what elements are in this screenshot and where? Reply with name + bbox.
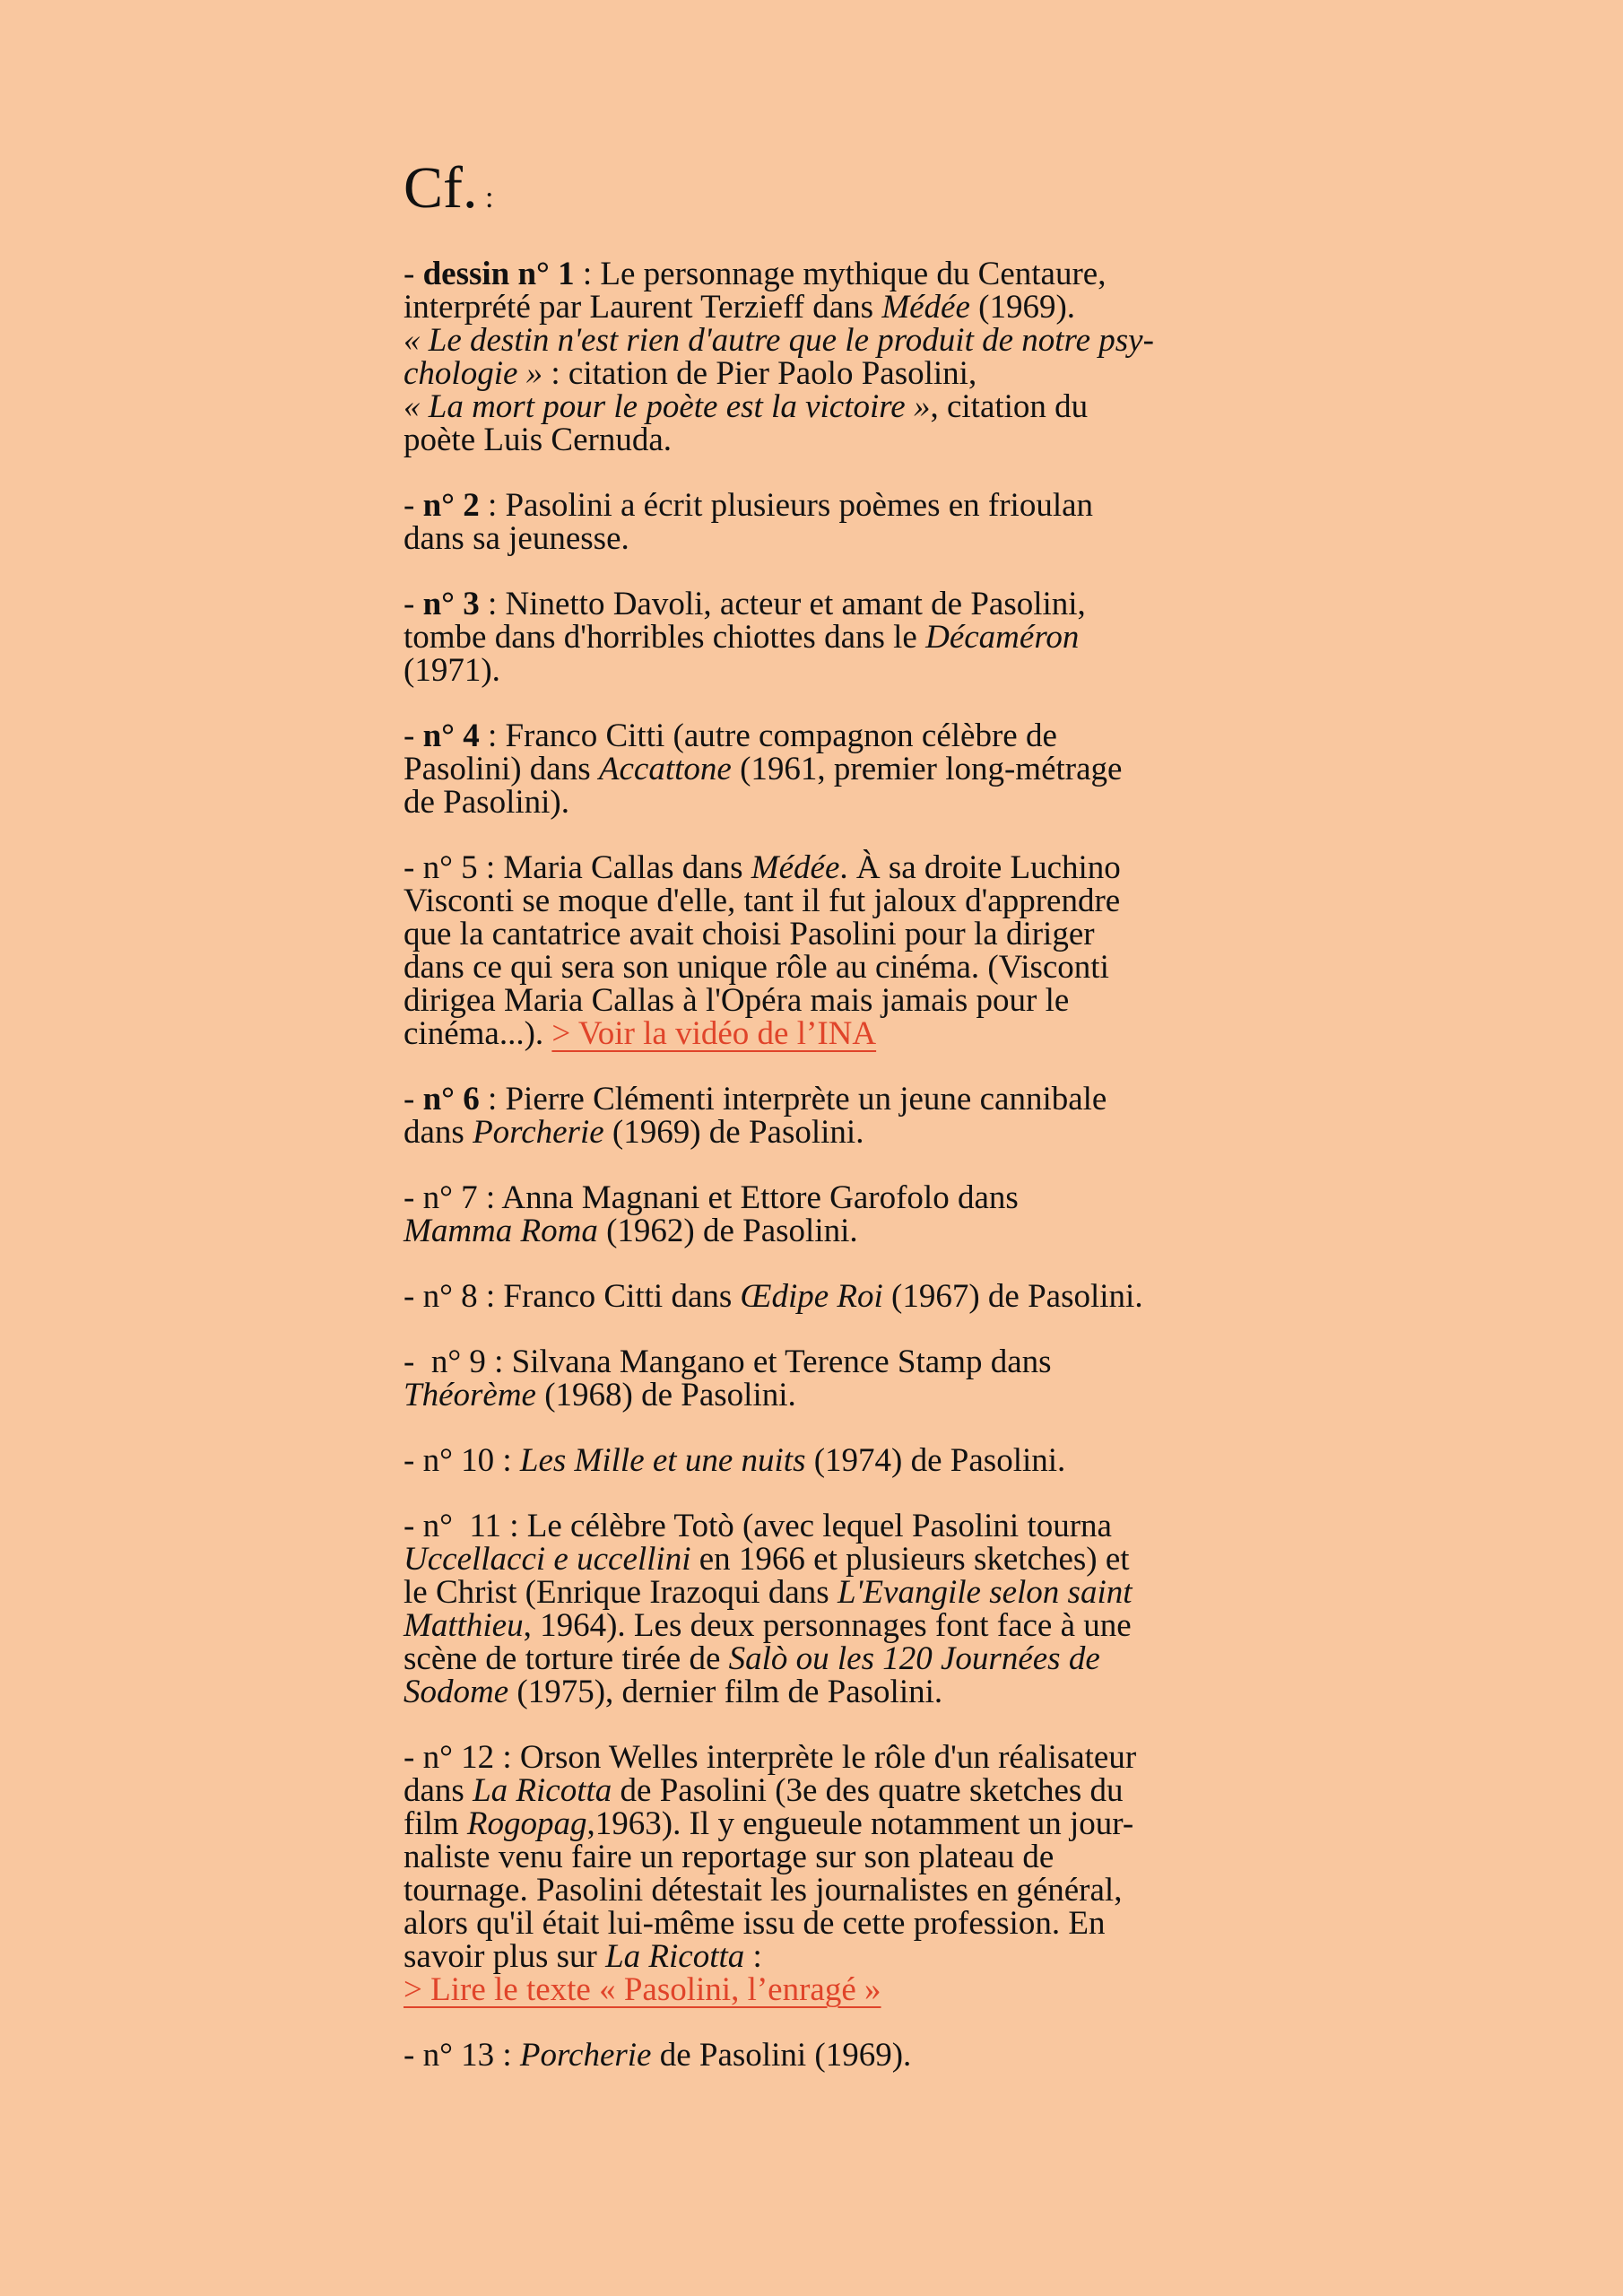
text: - (404, 256, 423, 292)
note-6 (404, 1083, 1300, 1149)
note-line (404, 1214, 1300, 1248)
text: - n° 10 : (404, 1442, 520, 1479)
page-title-colon: : (477, 181, 494, 214)
film-title: Accattone (598, 751, 732, 787)
note-line (404, 257, 1300, 291)
note-4 (404, 719, 1300, 819)
note-line (404, 621, 1300, 654)
note-line (404, 1774, 1300, 1807)
note-line (404, 786, 1300, 819)
text: - n° 7 : Anna Magnani et Ettore Garofolo dans (404, 1179, 1019, 1216)
quotation: « La mort pour le poète est la victoire » (404, 388, 931, 425)
quotation: chologie » (404, 355, 543, 392)
note-line (404, 984, 1300, 1017)
text: dans (404, 1772, 473, 1809)
text: (1969) de Pasolini. (603, 1114, 864, 1151)
film-title: Médée (751, 849, 840, 886)
text: : Pasolini a écrit plusieurs poèmes en frioulan (479, 487, 1094, 524)
text: : Pierre Clémenti interprète un jeune cannibale (479, 1081, 1107, 1118)
film-title: Uccellacci e uccellini (404, 1541, 691, 1578)
note-line (404, 1576, 1300, 1609)
note-line (404, 1609, 1300, 1642)
pasolini-enrage-link[interactable]: > Lire le texte « Pasolini, l’enragé » (404, 1971, 881, 2008)
text: (1968) de Pasolini. (535, 1377, 796, 1413)
film-title: Médée (881, 289, 970, 326)
film-title: Rogopag (466, 1805, 587, 1842)
text: alors qu'il était lui-même issu de cette profession. En (404, 1905, 1106, 1942)
text: - n° 8 : Franco Citti dans (404, 1278, 741, 1315)
note-7 (404, 1181, 1300, 1248)
text: - (404, 1081, 423, 1118)
page-title (404, 154, 1300, 232)
text: - n° 13 : (404, 2037, 520, 2074)
note-line (404, 291, 1300, 324)
quotation: « Le destin n'est rien d'autre que le produit de notre psy- (404, 322, 1154, 359)
text: que la cantatrice avait choisi Pasolini pour la diriger (404, 916, 1095, 952)
text: interprété par Laurent Terzieff dans (404, 289, 882, 326)
film-title: La Ricotta (473, 1772, 612, 1809)
page-title-text: Cf. (404, 155, 478, 221)
text: Pasolini) dans (404, 751, 599, 787)
text: cinéma...). (404, 1015, 552, 1052)
film-title: Les Mille et une nuits (519, 1442, 806, 1479)
text: Visconti se moque d'elle, tant il fut jaloux d'apprendre (404, 883, 1121, 919)
film-title: Sodome (404, 1674, 509, 1710)
note-8 (404, 1280, 1300, 1313)
note-number-label: dessin n° 1 (422, 256, 575, 292)
text: - (404, 718, 423, 754)
text: (1974) de Pasolini. (805, 1442, 1066, 1479)
text: - n° 11 : Le célèbre Totò (avec lequel Pasolini tourna (404, 1508, 1112, 1544)
note-line (404, 654, 1300, 687)
text: de Pasolini (3e des quatre sketches du (612, 1772, 1124, 1809)
note-line (404, 1675, 1300, 1709)
film-title: Décaméron (925, 619, 1080, 656)
film-title: Théorème (404, 1377, 536, 1413)
note-line (404, 522, 1300, 555)
text: , 1964). Les deux personnages font face à une (523, 1607, 1132, 1644)
text: dirigea Maria Callas à l'Opéra mais jamais pour le (404, 982, 1070, 1019)
text: , citation du (930, 388, 1089, 425)
film-title: Porcherie (473, 1114, 604, 1151)
film-title: Salò ou les 120 Journées de (728, 1640, 1100, 1677)
text: : Franco Citti (autre compagnon célèbre de (479, 718, 1057, 754)
text: - n° 9 : Silvana Mangano et Terence Stamp dans (404, 1344, 1052, 1380)
note-line (404, 1907, 1300, 1940)
film-title: Œdipe Roi (740, 1278, 883, 1315)
note-line (404, 918, 1300, 951)
note-line (404, 1973, 1300, 2006)
text: - n° 5 : Maria Callas dans (404, 849, 751, 886)
note-line (404, 489, 1300, 522)
text: scène de torture tirée de (404, 1640, 729, 1677)
note-2 (404, 489, 1300, 555)
note-line (404, 1940, 1300, 1973)
note-dessin-1 (404, 257, 1300, 457)
text: de Pasolini). (404, 784, 569, 821)
note-line (404, 1116, 1300, 1149)
text: poète Luis Cernuda. (404, 422, 672, 458)
note-number-label: n° 6 (422, 1081, 480, 1118)
text: (1961, premier long-métrage (731, 751, 1123, 787)
note-line (404, 1741, 1300, 1774)
note-line (404, 1444, 1300, 1477)
note-line (404, 2039, 1300, 2072)
text: : Ninetto Davoli, acteur et amant de Pasolini, (479, 586, 1086, 622)
text: dans (404, 1114, 473, 1151)
note-line (404, 1874, 1300, 1907)
text: (1962) de Pasolini. (597, 1213, 858, 1249)
text: film (404, 1805, 467, 1842)
text: naliste venu faire un reportage sur son plateau de (404, 1839, 1055, 1875)
note-13 (404, 2039, 1300, 2072)
film-title: Matthieu (404, 1607, 524, 1644)
text: - (404, 586, 423, 622)
text: : Le personnage mythique du Centaure, (574, 256, 1107, 292)
text: dans ce qui sera son unique rôle au cinéma. (Visconti (404, 949, 1109, 986)
text: - (404, 487, 423, 524)
note-line (404, 1017, 1300, 1050)
note-line (404, 1083, 1300, 1116)
film-title: Mamma Roma (404, 1213, 598, 1249)
note-line (404, 851, 1300, 884)
note-11 (404, 1509, 1300, 1709)
text: tournage. Pasolini détestait les journalistes en général, (404, 1872, 1123, 1909)
note-number-label: n° 2 (422, 487, 480, 524)
ina-video-link[interactable]: > Voir la vidéo de l’INA (551, 1015, 877, 1052)
note-line (404, 1280, 1300, 1313)
note-line (404, 752, 1300, 786)
text: en 1966 et plusieurs sketches) et (690, 1541, 1130, 1578)
note-line (404, 1807, 1300, 1840)
note-line (404, 390, 1300, 423)
text: le Christ (Enrique Irazoqui dans (404, 1574, 838, 1611)
film-title: Porcherie (519, 2037, 652, 2074)
text: (1969). (969, 289, 1076, 326)
note-3 (404, 587, 1300, 687)
note-9 (404, 1345, 1300, 1412)
note-line (404, 357, 1300, 390)
text: dans sa jeunesse. (404, 520, 629, 557)
note-line (404, 1509, 1300, 1543)
note-line (404, 1345, 1300, 1378)
text: tombe dans d'horribles chiottes dans le (404, 619, 926, 656)
film-title: L'Evangile selon saint (837, 1574, 1133, 1611)
note-line (404, 1378, 1300, 1412)
note-10 (404, 1444, 1300, 1477)
text: : citation de Pier Paolo Pasolini, (542, 355, 977, 392)
text: (1975), dernier film de Pasolini. (508, 1674, 943, 1710)
note-12 (404, 1741, 1300, 2006)
note-number-label: n° 4 (422, 718, 480, 754)
note-line (404, 1181, 1300, 1214)
note-line (404, 1543, 1300, 1576)
note-5 (404, 851, 1300, 1050)
text: . À sa droite Luchino (839, 849, 1121, 886)
note-line (404, 423, 1300, 457)
note-line (404, 587, 1300, 621)
text: ,1963). Il y engueule notamment un jour- (586, 1805, 1134, 1842)
note-line (404, 324, 1300, 357)
notes-content (404, 154, 1300, 2104)
note-line (404, 884, 1300, 918)
text: (1967) de Pasolini. (882, 1278, 1143, 1315)
text: de Pasolini (1969). (651, 2037, 912, 2074)
text: : (744, 1938, 762, 1975)
note-number-label: n° 3 (422, 586, 480, 622)
note-line (404, 1642, 1300, 1675)
text: savoir plus sur (404, 1938, 606, 1975)
text: - n° 12 : Orson Welles interprète le rôle d'un réalisateur (404, 1739, 1137, 1776)
note-line (404, 951, 1300, 984)
note-line (404, 719, 1300, 752)
text: (1971). (404, 652, 500, 689)
film-title: La Ricotta (605, 1938, 745, 1975)
note-line (404, 1840, 1300, 1874)
